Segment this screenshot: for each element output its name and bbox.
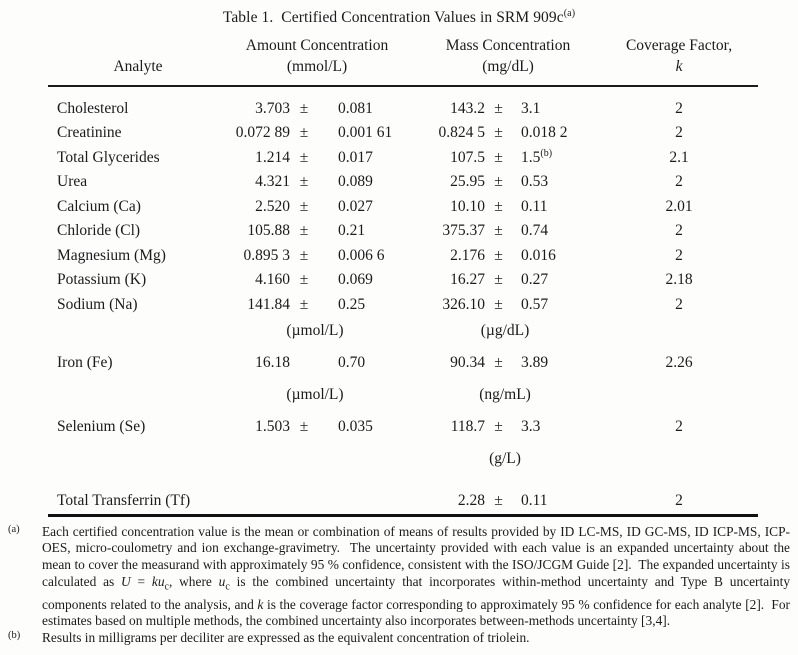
mass-value: 2.176 (450, 246, 485, 264)
units-row-gram-per-liter (48, 442, 758, 476)
header-row (48, 33, 758, 86)
coverage-factor-value: 2.26 (665, 353, 693, 371)
table-row-magnesium (48, 240, 758, 265)
amount-uncertainty: 0.006 6 (338, 246, 385, 264)
mass-header-unit: (mg/dL) (482, 58, 534, 76)
footnote-b-reference: (b) (540, 147, 553, 159)
amount-uncertainty: 0.027 (338, 197, 373, 215)
analyte-name: Total Transferrin (Tf) (48, 476, 210, 516)
amount-uncertainty: 0.035 (338, 417, 373, 435)
analyte-name: Calcium (Ca) (57, 197, 141, 215)
table-row-selenium (48, 412, 758, 442)
amount-units-label: (µmol/L) (286, 321, 344, 339)
mass-units-label: (g/L) (489, 449, 521, 467)
mass-value: 326.10 (442, 295, 485, 313)
amount-uncertainty: 0.081 (338, 99, 373, 117)
mass-value: 375.37 (442, 222, 485, 240)
analyte-name: Potassium (K) (57, 271, 147, 289)
mass-uncertainty (512, 142, 600, 167)
table-row-urea (48, 167, 758, 192)
units-row-micromol-microgram (48, 314, 758, 348)
plus-minus-sign: ± (299, 99, 309, 117)
amount-uncertainty: 0.21 (338, 222, 366, 240)
coverage-header-k: k (675, 58, 683, 76)
table-row-cholesterol (48, 86, 758, 118)
plus-minus-sign: ± (494, 173, 503, 191)
coverage-factor-value: 2 (675, 99, 683, 117)
amount-uncertainty: 0.017 (338, 148, 373, 166)
mass-uncertainty-value: 1.5 (521, 148, 541, 166)
mass-uncertainty: 3.1 (521, 99, 541, 117)
footnote-b-text: Results in milligrams per deciliter are expressed as the equivalent concentration of triolein. (42, 630, 530, 646)
coverage-factor-value: 2 (675, 295, 683, 313)
amount-header-unit: (mmol/L) (286, 58, 348, 76)
analyte-name: Sodium (Na) (57, 295, 138, 313)
mass-value: 90.34 (450, 353, 485, 371)
amount-uncertainty: 0.001 61 (338, 124, 393, 142)
mass-uncertainty: 0.53 (521, 173, 549, 191)
plus-minus-sign: ± (494, 417, 503, 435)
amount-uncertainty (318, 476, 400, 516)
mass-value: 0.824 5 (438, 124, 485, 142)
amount-value: 1.214 (255, 148, 290, 166)
analyte-name: Iron (Fe) (57, 353, 113, 371)
mass-value: 25.95 (450, 173, 485, 191)
plus-minus-sign: ± (494, 353, 503, 371)
table-row-calcium (48, 191, 758, 216)
footnote-a-text: Each certified concentration value is the mean or combination of means of results provided by ID LC-MS, ID GC-MS, ID ICP-MS, ICP-OES, micro-coulometry and ion exchange-gravimetry. The uncertainty provided with each value is an expanded uncertainty about the mean to cover the measurand with approximately 95 % confidence, consistent with the ISO/JCGM Guide [2]. The expanded uncertainty is calculated as $U = ku_c$, where $u_c$ is the combined uncertainty that incorporates within-method uncertainty and Type B uncertainty components related to the analysis, and k is the coverage factor corresponding to approximately 95 % confidence for each analyte [2]. For estimates based on multiple methods, the combined uncertainty also incorporates between-methods uncertainty [3,4]. (42, 523, 791, 629)
column-header-amount-concentration (210, 33, 400, 86)
amount-value: 3.703 (255, 99, 290, 117)
table-row-total-transferrin (48, 476, 758, 516)
mass-uncertainty: 0.57 (521, 295, 549, 313)
mass-uncertainty: 0.016 (521, 246, 556, 264)
table-row-sodium (48, 289, 758, 314)
coverage-factor-value: 2 (675, 246, 683, 264)
plus-minus-sign: ± (494, 246, 503, 264)
footnote-a-marker: (a) (8, 523, 20, 535)
amount-units-label (210, 442, 400, 476)
amount-value: 4.321 (255, 173, 290, 191)
mass-uncertainty: 0.018 2 (521, 124, 568, 142)
amount-uncertainty: 0.089 (338, 173, 373, 191)
plus-minus-sign: ± (299, 295, 309, 313)
amount-value: 105.88 (247, 222, 290, 240)
mass-uncertainty: 0.11 (512, 476, 600, 516)
amount-value (210, 476, 290, 516)
plus-minus-sign: ± (485, 476, 512, 516)
amount-value: 4.160 (255, 271, 290, 289)
plus-minus-sign: ± (494, 148, 503, 166)
footnote-a (8, 524, 790, 630)
coverage-factor-value: 2.1 (669, 148, 689, 166)
analyte-name: Cholesterol (57, 99, 129, 117)
plus-minus-sign: ± (299, 148, 309, 166)
mass-uncertainty: 0.74 (521, 222, 549, 240)
footnote-a-reference: (a) (563, 8, 576, 19)
amount-uncertainty: 0.70 (338, 353, 366, 371)
plus-minus-sign: ± (299, 271, 309, 289)
amount-value: 2.520 (255, 197, 290, 215)
plus-minus-sign: ± (299, 246, 309, 264)
certified-values-table (48, 33, 758, 517)
amount-units-label: (µmol/L) (286, 385, 344, 403)
mass-header-line1: Mass Concentration (445, 37, 571, 55)
plus-minus-sign (290, 348, 318, 378)
units-row-micromol-nanogram (48, 378, 758, 412)
coverage-factor-value: 2 (675, 417, 683, 435)
coverage-factor-value: 2.18 (665, 271, 693, 289)
coverage-factor-value: 2 (675, 222, 683, 240)
analyte-name: Chloride (Cl) (57, 222, 141, 240)
analyte-name: Urea (57, 173, 88, 191)
table-row-iron (48, 348, 758, 378)
mass-uncertainty: 3.89 (521, 353, 549, 371)
coverage-factor-value: 2 (600, 476, 758, 516)
table-row-potassium (48, 265, 758, 290)
table-title (0, 0, 798, 27)
mass-value: 107.5 (450, 148, 485, 166)
column-header-coverage-factor (600, 33, 758, 86)
amount-uncertainty: 0.25 (338, 295, 366, 313)
amount-value: 16.18 (255, 353, 290, 371)
mass-uncertainty: 0.27 (521, 271, 549, 289)
mass-value: 10.10 (450, 197, 485, 215)
mass-units-label: (ng/mL) (479, 385, 531, 403)
plus-minus-sign: ± (299, 197, 309, 215)
table-row-chloride (48, 216, 758, 241)
coverage-header-line1: Coverage Factor, (625, 37, 733, 55)
column-header-analyte: Analyte (48, 33, 210, 86)
table-row-creatinine (48, 118, 758, 143)
amount-header-line1: Amount Concentration (245, 37, 389, 55)
plus-minus-sign: ± (494, 222, 503, 240)
coverage-factor-value: 2.01 (665, 197, 693, 215)
analyte-name: Creatinine (57, 124, 122, 142)
plus-minus-sign: ± (494, 295, 503, 313)
coverage-factor-value: 2 (675, 124, 683, 142)
analyte-name: Selenium (Se) (57, 417, 146, 435)
plus-minus-sign: ± (494, 197, 503, 215)
footnote-b (8, 630, 790, 647)
plus-minus-sign: ± (494, 271, 503, 289)
plus-minus-sign: ± (299, 222, 309, 240)
plus-minus-sign: ± (299, 417, 309, 435)
analyte-name: Total Glycerides (57, 148, 160, 166)
mass-units-label: (µg/dL) (480, 321, 530, 339)
mass-uncertainty: 3.3 (521, 417, 541, 435)
footnote-b-marker: (b) (8, 630, 21, 642)
amount-value: 141.84 (247, 295, 290, 313)
mass-value: 143.2 (450, 99, 485, 117)
amount-value: 0.895 3 (243, 246, 290, 264)
mass-uncertainty: 0.11 (521, 197, 548, 215)
amount-value: 0.072 89 (235, 124, 290, 142)
mass-value: 118.7 (450, 417, 485, 435)
mass-value: 2.28 (400, 476, 485, 516)
coverage-factor-value: 2 (675, 173, 683, 191)
amount-value: 1.503 (255, 417, 290, 435)
table-row-total-glycerides (48, 142, 758, 167)
analyte-name: Magnesium (Mg) (57, 246, 166, 264)
footnotes-section (0, 524, 798, 647)
plus-minus-sign: ± (494, 124, 503, 142)
column-header-mass-concentration (400, 33, 600, 86)
amount-uncertainty: 0.069 (338, 271, 373, 289)
mass-value: 16.27 (450, 271, 485, 289)
plus-minus-sign: ± (299, 173, 309, 191)
plus-minus-sign: ± (494, 99, 503, 117)
table-title-text: Table 1. Certified Concentration Values in SRM 909c (222, 9, 564, 27)
plus-minus-sign (290, 476, 318, 516)
plus-minus-sign: ± (299, 124, 309, 142)
